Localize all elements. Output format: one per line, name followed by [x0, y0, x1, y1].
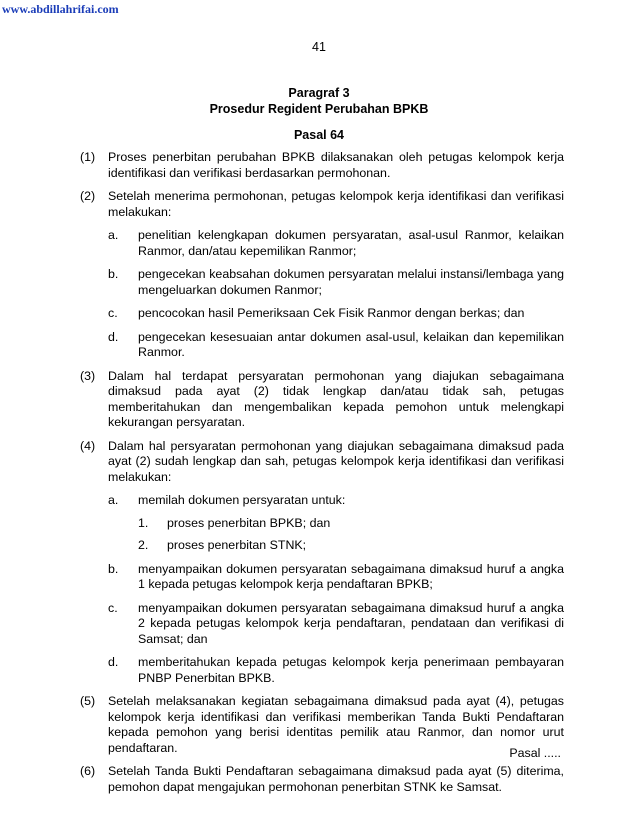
item-text: menyampaikan dokumen persyaratan sebagaimana dimaksud huruf a angka 2 kepada petugas kelompok kerja pendaftaran, pendataan dan verifikasi di Samsat; dan [138, 600, 564, 646]
sub-list-item [138, 516, 564, 532]
ayat-number: (4) [80, 438, 96, 453]
ayat-body [108, 189, 564, 361]
sub-item-text: proses penerbitan STNK; [167, 538, 307, 552]
item-text: pengecekan kesesuaian antar dokumen asal-usul, kelaikan dan kepemilikan Ranmor. [138, 329, 564, 359]
item-text: menyampaikan dokumen persyaratan sebagaimana dimaksud huruf a angka 1 kepada petugas kelompok kerja pendaftaran BPKB; [138, 561, 564, 591]
item-letter: b. [108, 267, 119, 281]
ayat-body [108, 369, 564, 431]
paragraf-title: Paragraf 3 [288, 86, 350, 100]
ayat-body [108, 439, 564, 687]
ayat-body [108, 694, 564, 756]
pasal-content [80, 150, 564, 803]
section-title: Prosedur Regident Perubahan BPKB [209, 102, 429, 116]
ayat-4 [80, 439, 564, 687]
ayat-3 [80, 369, 564, 431]
ayat-text: Setelah Tanda Bukti Pendaftaran sebagaimana dimaksud pada ayat (5) diterima, pemohon dapat mengajukan permohonan penerbitan STNK ke Samsat. [108, 764, 564, 794]
ayat-text: Setelah melaksanakan kegiatan sebagaimana dimaksud pada ayat (4), petugas kelompok kerja identifikasi dan verifikasi memberikan Tanda Bukti Pendaftaran kepada pemohon yang berisi identitas pemilik atau Ranmor, dan nomor urut pendaftaran. [108, 694, 564, 755]
list-item [108, 655, 564, 686]
item-letter: c. [108, 600, 118, 615]
ayat-text: Dalam hal persyaratan permohonan yang diajukan sebagaimana dimaksud pada ayat (2) sudah lengkap dan sah, petugas kelompok kerja identifikasi dan verifikasi melakukan: [108, 438, 564, 484]
list-item [108, 562, 564, 593]
ayat-body [108, 150, 564, 181]
ayat-1 [80, 150, 564, 181]
page-number: 41 [312, 40, 326, 54]
item-letter: d. [108, 655, 119, 669]
item-letter: c. [108, 306, 118, 320]
ayat-2 [80, 189, 564, 361]
ayat-text: Proses penerbitan perubahan BPKB dilaksanakan oleh petugas kelompok kerja identifikasi dan verifikasi berdasarkan permohonan. [108, 150, 564, 180]
ayat-number: (3) [80, 368, 96, 383]
item-text: memberitahukan kepada petugas kelompok kerja penerimaan pembayaran PNBP Penerbitan BPKB. [138, 655, 564, 685]
list-item [108, 330, 564, 361]
item-letter: b. [108, 561, 119, 576]
item-letter: a. [108, 228, 119, 242]
item-text [138, 493, 564, 554]
list-item [108, 267, 564, 298]
item-text: penelitian kelengkapan dokumen persyaratan, asal-usul Ranmor, kelaikan Ranmor, dan/atau kepemilikan Ranmor; [138, 228, 564, 258]
list-item [108, 601, 564, 648]
sub-item-number: 1. [138, 515, 149, 530]
ayat-number: (2) [80, 189, 96, 203]
list-item [108, 493, 564, 554]
watermark: www.abdillahrifai.com [2, 2, 119, 16]
sub-item-number: 2. [138, 538, 149, 552]
ayat-body [108, 764, 564, 795]
next-pasal-hint: Pasal ..... [509, 746, 561, 760]
item-text: pengecekan keabsahan dokumen persyaratan melalui instansi/lembaga yang mengeluarkan dokumen Ranmor; [138, 267, 564, 297]
ayat-5 [80, 694, 564, 756]
sub-item-text: proses penerbitan BPKB; dan [167, 515, 331, 530]
item-letter: a. [108, 493, 119, 507]
ayat-text: Setelah menerima permohonan, petugas kelompok kerja identifikasi dan verifikasi melakukan: [108, 189, 564, 219]
pasal-title: Pasal 64 [293, 128, 345, 142]
ayat-number: (1) [80, 150, 96, 164]
ayat-number: (6) [80, 764, 96, 778]
item-text: pencocokan hasil Pemeriksaan Cek Fisik Ranmor dengan berkas; dan [138, 306, 525, 320]
item-text-line: memilah dokumen persyaratan untuk: [138, 493, 346, 507]
ayat-text: Dalam hal terdapat persyaratan permohonan yang diajukan sebagaimana dimaksud pada ayat (2) tidak lengkap dan/atau tidak sah, petugas memberitahukan dan mengembalikan kepada pemohon untuk melengkapi kekurangan persyaratan. [108, 368, 564, 429]
ayat-6 [80, 764, 564, 795]
list-item [108, 228, 564, 259]
ayat-number: (5) [80, 694, 96, 708]
sub-list-item [138, 538, 564, 554]
item-letter: d. [108, 329, 119, 344]
list-item [108, 306, 564, 322]
